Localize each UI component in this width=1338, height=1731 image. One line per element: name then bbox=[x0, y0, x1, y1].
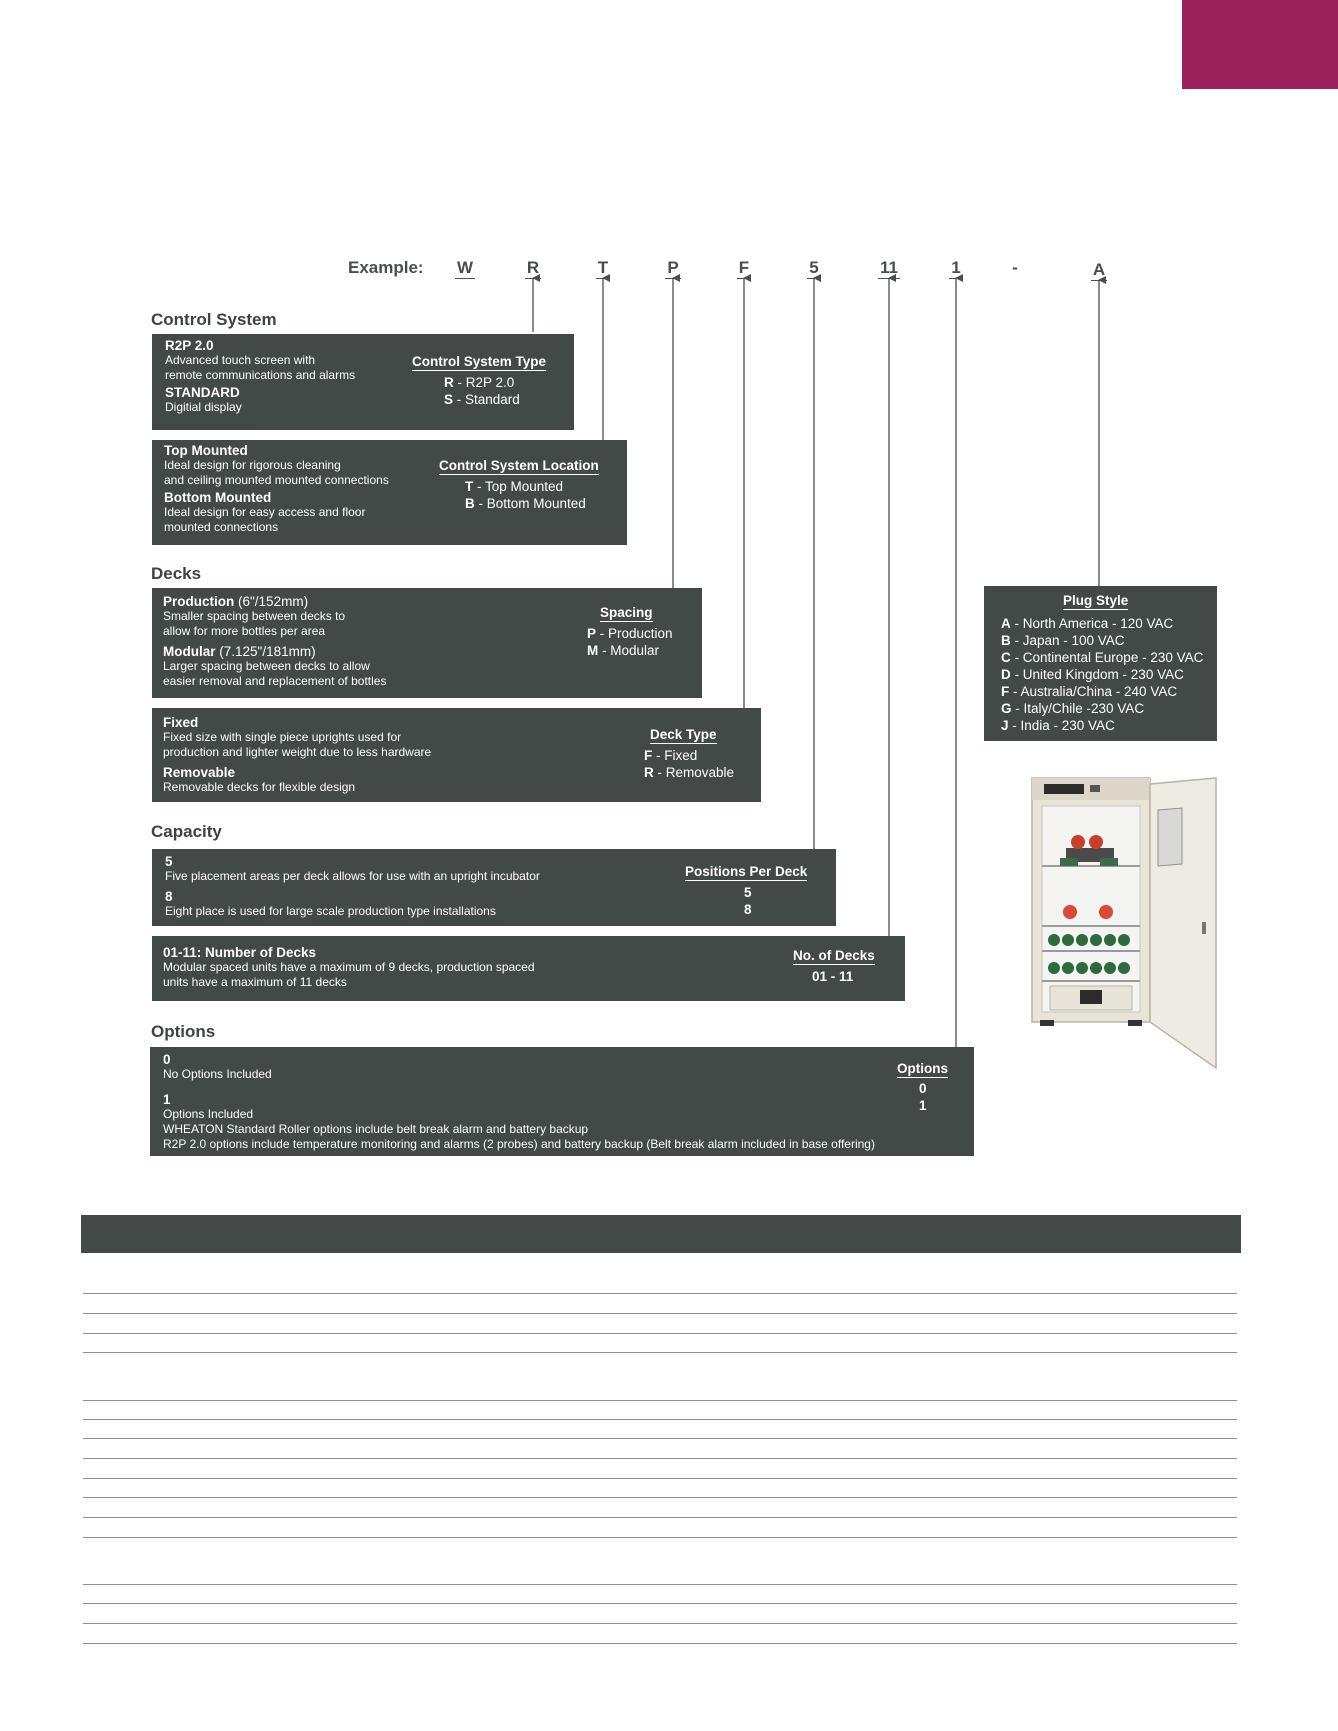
option-desc: Fixed size with single piece uprights used for production and lighter weight due to less hardware bbox=[163, 730, 432, 759]
options-box bbox=[150, 1047, 974, 1156]
option-desc: Advanced touch screen with remote communications and alarms bbox=[165, 353, 356, 382]
option-name: STANDARD bbox=[165, 385, 240, 400]
option-desc: No Options Included bbox=[163, 1067, 272, 1081]
option-desc: Modular spaced units have a maximum of 9 decks, production spaced units have a maximum of 11 decks bbox=[163, 960, 535, 989]
code-char-a: A bbox=[1092, 260, 1106, 279]
key-row: B - Japan - 100 VAC bbox=[1001, 633, 1125, 648]
table-row-rule bbox=[83, 1400, 1237, 1401]
option-desc: Ideal design for easy access and floor mounted connections bbox=[164, 505, 366, 534]
key-title: Positions Per Deck bbox=[685, 864, 808, 879]
code-char-w: W bbox=[456, 258, 474, 277]
code-char-5: 5 bbox=[809, 258, 819, 277]
corner-accent-tab bbox=[1182, 0, 1338, 89]
control-system-location-box bbox=[152, 440, 627, 545]
key-row: R - Removable bbox=[644, 765, 735, 780]
key-title: Deck Type bbox=[650, 727, 717, 742]
roller-apparatus-image bbox=[1030, 776, 1244, 1072]
number-of-decks-box bbox=[152, 936, 905, 1001]
key-title: Plug Style bbox=[1063, 593, 1129, 608]
option-name: 0 bbox=[163, 1052, 171, 1067]
key-title: Control System Type bbox=[412, 354, 547, 369]
option-desc: Ideal design for rigorous cleaning and ceiling mounted mounted connections bbox=[164, 458, 389, 487]
key-row: J - India - 230 VAC bbox=[1001, 718, 1115, 733]
section-title-capacity: Capacity bbox=[151, 822, 222, 841]
section-title-control-system: Control System bbox=[151, 310, 277, 329]
positions-per-deck-box bbox=[152, 849, 836, 926]
table-row-rule bbox=[83, 1458, 1237, 1459]
control-system-type-box bbox=[152, 334, 574, 430]
code-char-r: R bbox=[526, 258, 540, 277]
code-char-t: T bbox=[597, 258, 609, 277]
key-row: 01 - 11 bbox=[812, 969, 854, 984]
plug-style-box bbox=[984, 586, 1217, 741]
key-row: F - Fixed bbox=[644, 748, 698, 763]
code-char-f: F bbox=[738, 258, 750, 277]
key-row: T - Top Mounted bbox=[465, 479, 564, 494]
spacing-box bbox=[152, 588, 702, 698]
key-row: S - Standard bbox=[444, 392, 520, 407]
key-row: R - R2P 2.0 bbox=[444, 375, 515, 390]
option-desc: Removable decks for flexible design bbox=[163, 780, 356, 794]
table-row-rule bbox=[83, 1603, 1237, 1604]
key-row: F - Australia/China - 240 VAC bbox=[1001, 684, 1178, 699]
key-row: P - Production bbox=[587, 626, 673, 641]
table-row-rule bbox=[83, 1478, 1237, 1479]
option-desc: Digitial display bbox=[165, 400, 242, 414]
table-row-rule bbox=[83, 1313, 1237, 1314]
code-char-p: P bbox=[667, 258, 679, 277]
option-name: R2P 2.0 bbox=[165, 338, 214, 353]
option-desc: Smaller spacing between decks to allow for more bottles per area bbox=[163, 609, 346, 638]
key-row: 8 bbox=[744, 902, 752, 917]
key-row: D - United Kingdom - 230 VAC bbox=[1001, 667, 1184, 682]
key-row: 1 bbox=[919, 1098, 927, 1113]
table-row-rule bbox=[83, 1419, 1237, 1420]
option-desc: Options Included WHEATON Standard Roller options include belt break alarm and battery backup R2P 2.0 options include temperature monitoring and alarms (2 probes) and battery backup (Belt break alarm included in base offering) bbox=[163, 1107, 875, 1151]
key-row: B - Bottom Mounted bbox=[465, 496, 586, 511]
key-title: Spacing bbox=[600, 605, 653, 620]
option-desc: Eight place is used for large scale production type installations bbox=[165, 904, 496, 918]
option-name: 1 bbox=[163, 1092, 171, 1107]
key-row: 5 bbox=[744, 885, 752, 900]
table-row-rule bbox=[83, 1352, 1237, 1353]
option-name: Bottom Mounted bbox=[164, 490, 272, 505]
table-row-rule bbox=[83, 1517, 1237, 1518]
option-name: 5 bbox=[165, 854, 173, 869]
code-char-1: 1 bbox=[951, 258, 961, 277]
example-label: Example: bbox=[348, 258, 424, 277]
option-name: 8 bbox=[165, 889, 173, 904]
table-row-rule bbox=[83, 1333, 1237, 1334]
table-row-rule bbox=[83, 1643, 1237, 1644]
table-row-rule bbox=[83, 1497, 1237, 1498]
key-row: M - Modular bbox=[587, 643, 660, 658]
table-row-rule bbox=[83, 1438, 1237, 1439]
key-row: 0 bbox=[919, 1081, 927, 1096]
option-desc: Larger spacing between decks to allow easier removal and replacement of bottles bbox=[163, 659, 387, 688]
table-row-rule bbox=[83, 1623, 1237, 1624]
option-name: Top Mounted bbox=[164, 443, 248, 458]
deck-type-box bbox=[152, 708, 761, 802]
table-row-rule bbox=[83, 1584, 1237, 1585]
option-name: Removable bbox=[163, 765, 236, 780]
option-name: 01-11: Number of Decks bbox=[163, 945, 317, 960]
code-char-11: 11 bbox=[880, 258, 898, 277]
option-desc: Five placement areas per deck allows for use with an upright incubator bbox=[165, 869, 540, 883]
key-row: G - Italy/Chile -230 VAC bbox=[1001, 701, 1145, 716]
key-row: A - North America - 120 VAC bbox=[1001, 616, 1174, 631]
section-title-decks: Decks bbox=[151, 564, 202, 583]
key-title: Control System Location bbox=[439, 458, 599, 473]
section-title-options: Options bbox=[151, 1022, 216, 1041]
key-title: Options bbox=[897, 1061, 948, 1076]
code-char-dash: - bbox=[1012, 258, 1018, 277]
table-row-rule bbox=[83, 1293, 1237, 1294]
table-row-rule bbox=[83, 1537, 1237, 1538]
option-name: Fixed bbox=[163, 715, 199, 730]
option-name: Production (6"/152mm) bbox=[163, 594, 309, 609]
spec-table-header bbox=[81, 1215, 1241, 1253]
key-title: No. of Decks bbox=[793, 948, 875, 963]
option-name: Modular (7.125"/181mm) bbox=[163, 644, 316, 659]
key-row: C - Continental Europe - 230 VAC bbox=[1001, 650, 1204, 665]
